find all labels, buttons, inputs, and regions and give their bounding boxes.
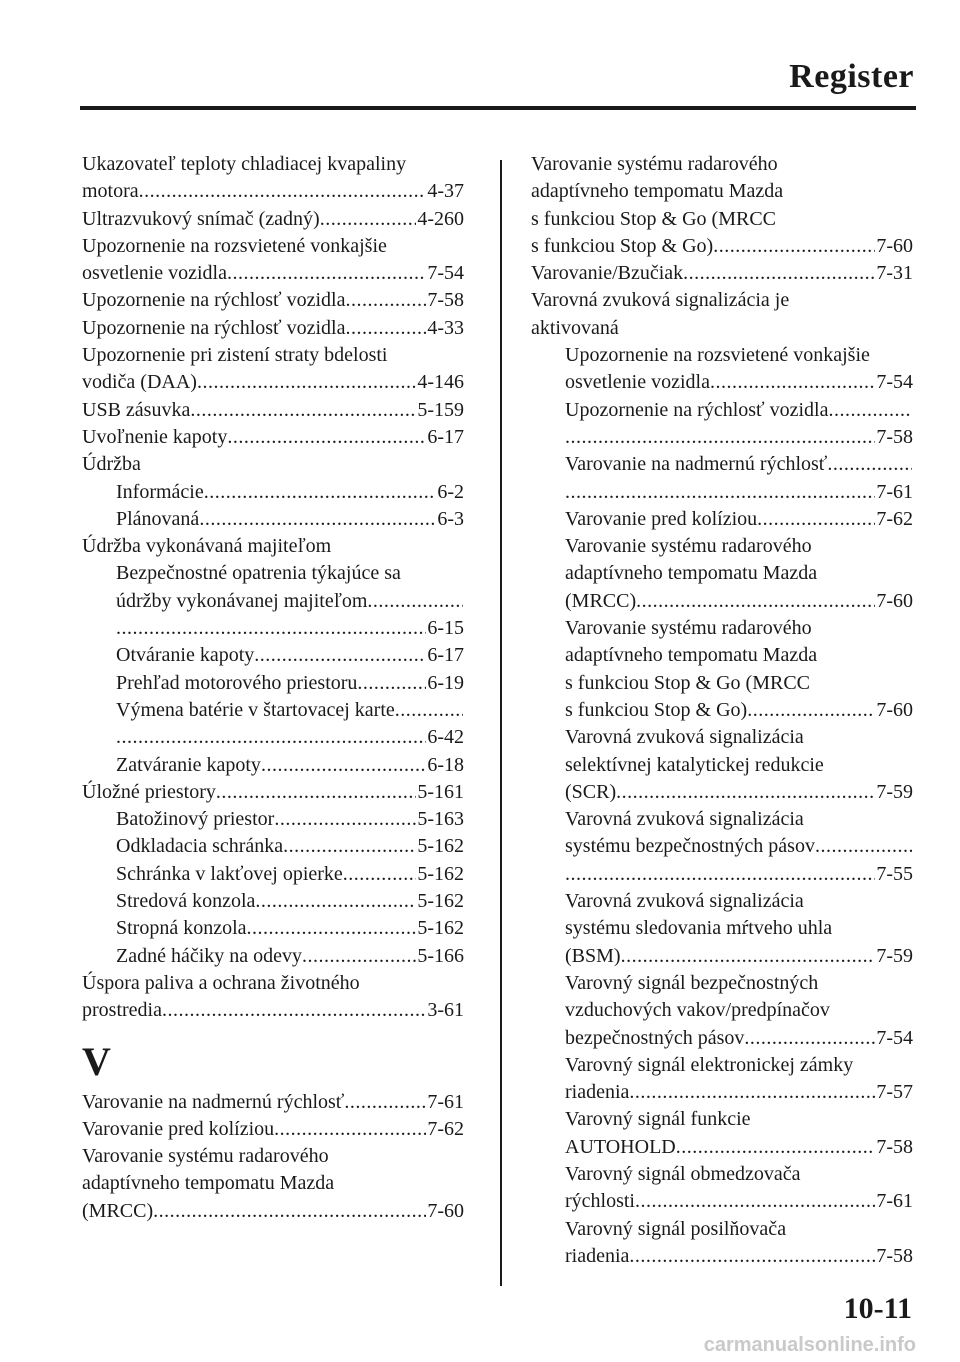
- index-entry: [82, 642, 464, 669]
- index-entry-text: Upozornenie na rýchlosť vozidla: [565, 398, 829, 421]
- index-entry-text: Varovanie na nadmernú rýchlosť: [565, 453, 828, 476]
- index-entry: [82, 915, 464, 942]
- index-entry: s funkciou Stop & Go (MRCC: [531, 207, 777, 230]
- dot-leader: [227, 424, 426, 451]
- index-entry-page: 4-146: [417, 371, 464, 394]
- index-entry-text: Upozornenie na rýchlosť vozidla: [82, 316, 346, 339]
- index-entry: [82, 752, 464, 779]
- header-rule: [80, 106, 916, 110]
- index-entry-text: Odkladacia schránka: [116, 835, 284, 858]
- index-entry-page: 7-57: [876, 1081, 913, 1104]
- index-entry: [531, 1079, 913, 1106]
- index-entry-page: 5-162: [417, 917, 464, 940]
- dot-leader: [274, 806, 416, 833]
- index-letter-heading: V: [82, 1038, 111, 1084]
- page-title: Register: [789, 58, 914, 95]
- index-entry-page: 7-62: [427, 1117, 464, 1140]
- index-entry-page: 7-61: [427, 1090, 464, 1113]
- index-entry: s funkciou Stop & Go (MRCC: [565, 671, 811, 694]
- index-entry: Varovný signál posilňovača: [565, 1217, 787, 1240]
- dot-leader: [565, 479, 875, 506]
- dot-leader: [616, 779, 875, 806]
- index-entry-text: Schránka v lakťovej opierke: [116, 862, 343, 885]
- index-entry: Upozornenie na rozsvietené vonkajšie: [82, 234, 387, 257]
- index-entry-page: 6-42: [427, 726, 464, 749]
- index-entry-page: [912, 451, 913, 478]
- index-entry: [531, 1243, 913, 1270]
- index-entry-text: Stropná konzola: [116, 917, 247, 940]
- index-entry: Varovanie systému radarového: [82, 1145, 329, 1168]
- index-entry: [531, 451, 913, 478]
- dot-leader: [343, 861, 417, 888]
- index-entry-page: 6-17: [427, 644, 464, 667]
- index-entry: [531, 424, 913, 451]
- index-entry: [531, 369, 913, 396]
- index-entry-page: 6-18: [427, 753, 464, 776]
- index-entry: [531, 861, 913, 888]
- dot-leader: [683, 260, 875, 287]
- dot-leader: [345, 287, 426, 314]
- index-entry: [82, 1198, 464, 1225]
- index-entry: [82, 315, 464, 342]
- index-entry-text: Varovanie na nadmernú rýchlosť: [82, 1090, 345, 1113]
- index-entry: adaptívneho tempomatu Mazda: [82, 1172, 335, 1195]
- index-entry-page: 5-162: [417, 862, 464, 885]
- index-entry-page: 7-54: [876, 1026, 913, 1049]
- index-entry: [82, 670, 464, 697]
- index-entry-text: Zatváranie kapoty: [116, 753, 261, 776]
- index-entry: [82, 997, 464, 1024]
- index-entry-text: osvetlenie vozidla: [565, 371, 710, 394]
- index-entry: Ukazovateľ teploty chladiacej kvapaliny: [82, 153, 407, 175]
- index-entry-text: Varovanie/Bzučiak: [531, 262, 684, 285]
- index-entry: [82, 424, 464, 451]
- index-entry-text: Batožinový priestor: [116, 808, 275, 831]
- dot-leader: [676, 1134, 876, 1161]
- dot-leader: [757, 506, 875, 533]
- dot-leader: [345, 315, 426, 342]
- dot-leader: [565, 424, 875, 451]
- index-entry-page: 6-3: [437, 507, 464, 530]
- index-entry: aktivovaná: [531, 316, 619, 339]
- index-entry-page: 7-59: [876, 944, 913, 967]
- dot-leader: [621, 943, 876, 970]
- dot-leader: [710, 369, 875, 396]
- index-entry: Varovanie systému radarového: [565, 617, 812, 640]
- index-entry-text: (MRCC): [565, 589, 637, 612]
- index-entry-text: AUTOHOLD: [565, 1135, 676, 1158]
- dot-leader: [199, 506, 436, 533]
- index-entry-text: Uvoľnenie kapoty: [82, 425, 228, 448]
- index-entry-text: (SCR): [565, 780, 617, 803]
- dot-leader: [283, 833, 416, 860]
- index-entry-text: vodiča (DAA): [82, 371, 197, 394]
- index-entry: [82, 206, 464, 233]
- index-entry-page: 6-17: [427, 425, 464, 448]
- index-entry: [82, 479, 464, 506]
- index-entry-text: USB zásuvka: [82, 398, 191, 421]
- dot-leader: [116, 615, 426, 642]
- index-entry-text: Stredová konzola: [116, 890, 256, 913]
- index-entry: Varovný signál elektronickej zámky: [565, 1053, 854, 1076]
- index-entry: adaptívneho tempomatu Mazda: [565, 644, 818, 667]
- index-entry-text: Zadné háčiky na odevy: [116, 944, 303, 967]
- dot-leader: [395, 697, 463, 724]
- index-entry: adaptívneho tempomatu Mazda: [531, 180, 784, 203]
- index-entry: Údržba vykonávaná majiteľom: [82, 535, 332, 558]
- dot-leader: [565, 861, 875, 888]
- index-entry-page: 5-162: [417, 835, 464, 858]
- index-entry-text: Úložné priestory: [82, 780, 216, 803]
- index-entry: [82, 287, 464, 314]
- index-entry-text: Upozornenie na rýchlosť vozidla: [82, 289, 346, 312]
- index-entry-page: 7-61: [876, 480, 913, 503]
- dot-leader: [815, 833, 912, 860]
- index-entry-text: Plánovaná: [116, 507, 200, 530]
- dot-leader: [357, 670, 426, 697]
- index-entry-page: 5-161: [417, 780, 464, 803]
- dot-leader: [247, 915, 417, 942]
- dot-leader: [713, 233, 875, 260]
- index-entry-page: 4-37: [427, 180, 464, 203]
- index-entry: [82, 943, 464, 970]
- index-entry: [531, 779, 913, 806]
- index-entry-text: Výmena batérie v štartovacej karte: [116, 698, 395, 721]
- index-entry-text: Prehľad motorového priestoru: [116, 671, 358, 694]
- index-entry: [82, 588, 464, 615]
- index-entry-text: riadenia: [565, 1244, 630, 1267]
- index-entry-text: Otváranie kapoty: [116, 644, 255, 667]
- dot-leader: [255, 888, 416, 915]
- index-column-left: [82, 151, 464, 1225]
- watermark: carmanualsonline.info: [703, 1334, 916, 1356]
- index-entry-text: Varovanie pred kolíziou: [82, 1117, 275, 1140]
- dot-leader: [216, 779, 416, 806]
- index-entry-page: 7-60: [427, 1199, 464, 1222]
- index-entry: [82, 779, 464, 806]
- index-entry: [82, 806, 464, 833]
- index-entry: [82, 697, 464, 724]
- page-number: 10-11: [843, 1292, 912, 1325]
- index-entry: [82, 260, 464, 287]
- dot-leader: [629, 1243, 875, 1270]
- dot-leader: [747, 697, 875, 724]
- index-entry: [531, 588, 913, 615]
- index-entry: Varovný signál bezpečnostných: [565, 971, 819, 994]
- dot-leader: [827, 451, 912, 478]
- index-entry: vzduchových vakov/predpínačov: [565, 999, 830, 1022]
- index-entry-page: 5-163: [417, 808, 464, 831]
- index-entry: [531, 697, 913, 724]
- dot-leader: [636, 588, 875, 615]
- index-entry-text: motora: [82, 180, 139, 203]
- dot-leader: [254, 642, 426, 669]
- index-entry-text: riadenia: [565, 1081, 630, 1104]
- index-entry: [531, 260, 913, 287]
- index-entry: Údržba: [82, 453, 141, 476]
- index-entry: [82, 397, 464, 424]
- index-entry-page: 4-33: [427, 316, 464, 339]
- index-entry: adaptívneho tempomatu Mazda: [565, 562, 818, 585]
- index-entry-page: 5-166: [417, 944, 464, 967]
- index-entry: [531, 1025, 913, 1052]
- dot-leader: [744, 1025, 875, 1052]
- index-entry: Varovanie systému radarového: [531, 153, 778, 175]
- index-entry: [82, 833, 464, 860]
- index-entry: [531, 233, 913, 260]
- index-entry-page: 7-61: [876, 1190, 913, 1213]
- index-entry-page: 7-31: [876, 262, 913, 285]
- dot-leader: [227, 260, 426, 287]
- index-entry: [82, 1116, 464, 1143]
- index-entry: Varovný signál funkcie: [565, 1108, 751, 1131]
- index-entry-page: 6-2: [437, 480, 464, 503]
- index-entry-page: [912, 397, 913, 424]
- index-entry-text: (BSM): [565, 944, 621, 967]
- index-entry: [82, 1089, 464, 1116]
- index-entry-text: rýchlosti: [565, 1190, 635, 1213]
- index-entry-text: údržby vykonávanej majiteľom: [116, 589, 368, 612]
- index-entry: selektívnej katalytickej redukcie: [565, 753, 824, 776]
- dot-leader: [197, 369, 416, 396]
- index-entry-text: (MRCC): [82, 1199, 154, 1222]
- index-entry-text: Varovanie pred kolíziou: [565, 507, 758, 530]
- index-entry: Varovná zvuková signalizácia: [565, 808, 804, 831]
- index-entry: [82, 724, 464, 751]
- index-entry-page: 7-60: [876, 698, 913, 721]
- dot-leader: [116, 724, 426, 751]
- index-entry: Bezpečnostné opatrenia týkajúce sa: [116, 562, 401, 585]
- index-entry-page: 6-19: [427, 671, 464, 694]
- index-entry: Varovná zvuková signalizácia je: [531, 289, 790, 312]
- dot-leader: [190, 397, 416, 424]
- index-entry: systému sledovania mŕtveho uhla: [565, 917, 833, 940]
- index-entry-page: [463, 697, 464, 724]
- index-column-right: [531, 151, 913, 1270]
- index-entry-text: systému bezpečnostných pásov: [565, 835, 815, 858]
- index-entry: [82, 888, 464, 915]
- index-entry-page: 6-15: [427, 617, 464, 640]
- index-entry: Varovná zvuková signalizácia: [565, 726, 804, 749]
- index-entry-page: 7-60: [876, 589, 913, 612]
- index-entry: [82, 861, 464, 888]
- index-entry-page: [463, 588, 464, 615]
- index-entry: [531, 506, 913, 533]
- index-entry-text: s funkciou Stop & Go): [531, 234, 714, 257]
- index-entry: Upozornenie pri zistení straty bdelosti: [82, 344, 388, 367]
- index-entry-page: [912, 833, 913, 860]
- index-entry-page: 7-58: [876, 1244, 913, 1267]
- index-entry: [531, 943, 913, 970]
- index-entry-page: 7-55: [876, 862, 913, 885]
- index-entry: [82, 369, 464, 396]
- index-entry: [531, 1134, 913, 1161]
- dot-leader: [261, 752, 426, 779]
- dot-leader: [629, 1079, 875, 1106]
- index-entry-page: 7-58: [876, 425, 913, 448]
- index-entry: [82, 178, 464, 205]
- index-entry: [531, 479, 913, 506]
- dot-leader: [204, 479, 437, 506]
- dot-leader: [153, 1198, 426, 1225]
- index-entry: Upozornenie na rozsvietené vonkajšie: [565, 344, 870, 367]
- index-entry-text: osvetlenie vozidla: [82, 262, 227, 285]
- index-entry: Varovanie systému radarového: [565, 535, 812, 558]
- index-entry-text: Ultrazvukový snímač (zadný): [82, 207, 320, 230]
- index-entry-page: 7-62: [876, 507, 913, 530]
- index-entry-page: 7-60: [876, 234, 913, 257]
- index-entry-page: 4-260: [417, 207, 464, 230]
- index-entry: [531, 1188, 913, 1215]
- index-entry: [531, 833, 913, 860]
- index-entry-page: 7-54: [876, 371, 913, 394]
- index-entry-page: 7-58: [876, 1135, 913, 1158]
- dot-leader: [828, 397, 912, 424]
- index-entry-page: 3-61: [427, 999, 464, 1022]
- index-entry-page: 5-159: [417, 398, 464, 421]
- index-entry-text: prostredia: [82, 999, 162, 1022]
- index-entry-text: bezpečnostných pásov: [565, 1026, 745, 1049]
- index-entry-text: s funkciou Stop & Go): [565, 698, 748, 721]
- index-entry: Varovný signál obmedzovača: [565, 1162, 801, 1185]
- dot-leader: [274, 1116, 426, 1143]
- index-entry: Varovná zvuková signalizácia: [565, 890, 804, 913]
- index-entry: [82, 615, 464, 642]
- index-entry-page: 7-58: [427, 289, 464, 312]
- index-entry-page: 5-162: [417, 890, 464, 913]
- index-entry: [82, 506, 464, 533]
- index-entry: [531, 397, 913, 424]
- index-entry: Úspora paliva a ochrana životného: [82, 971, 360, 994]
- index-entry-text: Informácie: [116, 480, 204, 503]
- dot-leader: [302, 943, 416, 970]
- dot-leader: [635, 1188, 875, 1215]
- column-divider: [500, 160, 502, 1286]
- dot-leader: [344, 1089, 426, 1116]
- index-entry-page: 7-59: [876, 780, 913, 803]
- dot-leader: [139, 178, 427, 205]
- dot-leader: [320, 206, 417, 233]
- dot-leader: [367, 588, 463, 615]
- dot-leader: [162, 997, 426, 1024]
- index-entry-page: 7-54: [427, 262, 464, 285]
